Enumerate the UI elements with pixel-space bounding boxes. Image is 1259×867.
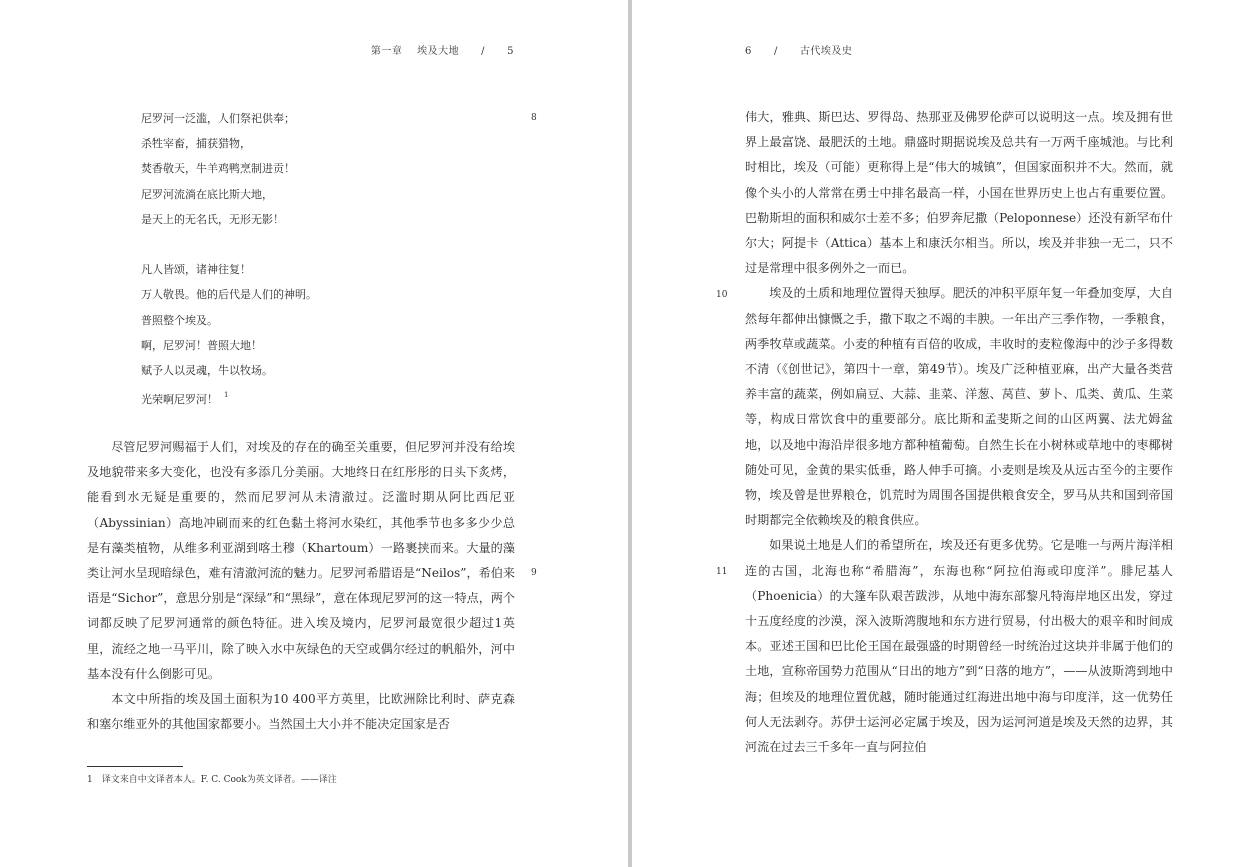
poem-line: 焚香敬天，牛羊鸡鸭烹制进贡！ xyxy=(141,162,295,176)
right-running-header xyxy=(745,42,852,57)
paragraph: 如果说土地是人们的希望所在，埃及还有更多优势。它是唯一与两片海洋相连的古国，北海也称“希腊海”，东海也称“阿拉伯海或印度洋”。腓尼基人（Phoenicia）的大篷车队艰苦跋涉，从地中海东部黎凡特海岸地区出发，穿过十五度经度的沙漠，深入波斯湾腹地和东方进行贸易，付出极大的艰辛和时间成本。亚述王国和巴比伦王国在最强盛的时期曾经一时统治过这块并非属于他们的土地，宣称帝国势力范围从“日出的地方”到“日落的地方”，——从波斯湾到地中海；但埃及的地理位置优越，随时能通过红海进出地中海与印度洋，这一优势任何人无法剥夺。苏伊士运河必定属于埃及，因为运河河道是埃及天然的边界，其河流在过去三千多年一直与阿拉伯 xyxy=(745,538,1173,755)
right-page xyxy=(632,0,1259,867)
line-number: 9 xyxy=(531,568,537,578)
left-page xyxy=(0,0,628,867)
header-separator: / xyxy=(481,46,486,57)
paragraph: 伟大，雅典、斯巴达、罗得岛、热那亚及佛罗伦萨可以说明这一点。埃及拥有世界上最富饶、最肥沃的土地。鼎盛时期据说埃及总共有一万两千座城池。与比利时相比，埃及（可能）更称得上是“伟大的城镇”，但国家面积并不大。然而，就像个头小的人常常在勇士中排名最高一样，小国在世界历史上也占有重要位置。巴勒斯坦的面积和威尔士差不多；伯罗奔尼撒（Peloponnese）还没有新罕布什尔大；阿提卡（Attica）基本上和康沃尔相当。所以，埃及并非独一无二，只不过是常理中很多例外之一而已。 xyxy=(745,110,1173,276)
paragraph: 尽管尼罗河赐福于人们，对埃及的存在的确至关重要，但尼罗河并没有给埃及地貌带来多大变化，也没有多添几分美丽。大地终日在红彤彤的日头下炙烤，能看到水无疑是重要的，然而尼罗河从未清澈过。泛滥时期从阿比西尼亚（Abyssinian）高地冲刷而来的红色黏土将河水染红，其他季节也多多少少总是有藻类植物，从维多利亚湖到喀土穆（Khartoum）一路裹挟而来。大量的藻类让河水呈现暗绿色，难有清澈河流的魅力。尼罗河希腊语是“Neilos”，希伯来语是“Sichor”，意思分别是“深绿”和“黑绿”，意在体现尼罗河的这一特点，两个词都反映了尼罗河通常的颜色特征。进入埃及境内，尼罗河最宽很少超过1英里，流经之地一马平川，除了映入水中灰绿色的天空或偶尔经过的帆船外，河中基本没有什么倒影可见。 xyxy=(87,440,515,681)
line-number: 8 xyxy=(531,113,537,123)
poem-line: 普照整个埃及。 xyxy=(141,313,218,327)
poem-line: 是天上的无名氏，无形无影！ xyxy=(141,212,284,226)
poem-line: 万人敬畏。他的后代是人们的神明。 xyxy=(141,288,317,302)
poem-line: 啊，尼罗河！普照大地！ xyxy=(141,338,262,352)
poem-block xyxy=(141,106,317,408)
poem-line: 杀牲宰畜，捕获猎物， xyxy=(141,137,251,151)
page-number: 5 xyxy=(507,46,514,57)
left-running-header xyxy=(371,42,514,57)
footnote: 1 译文来自中文译者本人。F. C. Cook为英文译者。——译注 xyxy=(87,775,337,785)
poem-line: 尼罗河一泛滥，人们祭祀供奉； xyxy=(141,112,295,125)
page-number: 6 xyxy=(745,46,752,57)
book-title: 古代埃及史 xyxy=(799,46,853,57)
paragraph: 埃及的土质和地理位置得天独厚。肥沃的冲积平原年复一年叠加变厚，大自然每年都伸出慷慨之手，撒下取之不竭的丰腴。一年出产三季作物，一季粮食，两季牧草或蔬菜。小麦的种植有百倍的收成，丰收时的麦粒像海中的沙子多得数不清（《创世记》，第四十一章，第49节）。埃及广泛种植亚麻，出产大量各类营养丰富的蔬菜，例如扁豆、大蒜、韭菜、洋葱、莴苣、萝卜、瓜类、黄瓜、生菜等，构成日常饮食中的重要部分。底比斯和孟斐斯之间的山区两翼、法尤姆盆地，以及地中海沿岸很多地方都种植葡萄。自然生长在小树林或草地中的枣椰树随处可见，金黄的果实低垂，路人伸手可摘。小麦则是埃及从远古至今的主要作物，埃及曾是世界粮仓，饥荒时为周围各国提供粮食安全，罗马从共和国到帝国时期都完全依赖埃及的粮食供应。 xyxy=(745,286,1173,528)
poem-line-last xyxy=(141,383,317,408)
left-body-text xyxy=(87,435,515,737)
line-number: 10 xyxy=(716,290,728,300)
chapter-label: 第一章 xyxy=(370,46,403,57)
line-number: 11 xyxy=(716,567,728,577)
paragraph: 本文中所指的埃及国土面积为10 400平方英里，比欧洲除比利时、萨克森和塞尔维亚外的其他国家都要小。当然国土大小并不能决定国家是否 xyxy=(87,692,515,732)
footnote-reference[interactable]: 1 xyxy=(224,391,229,400)
header-separator: / xyxy=(773,46,778,57)
poem-line-text: 光荣啊尼罗河！ xyxy=(141,393,218,407)
footnote-divider xyxy=(87,766,183,767)
poem-line: 凡人皆颂，诸神往复！ xyxy=(141,263,251,277)
stanza-gap xyxy=(141,232,317,257)
chapter-title: 埃及大地 xyxy=(417,46,460,57)
poem-line: 赋予人以灵魂，牛以牧场。 xyxy=(141,363,273,377)
right-body-text xyxy=(745,105,1173,760)
poem-line: 尼罗河流淌在底比斯大地， xyxy=(141,187,273,201)
